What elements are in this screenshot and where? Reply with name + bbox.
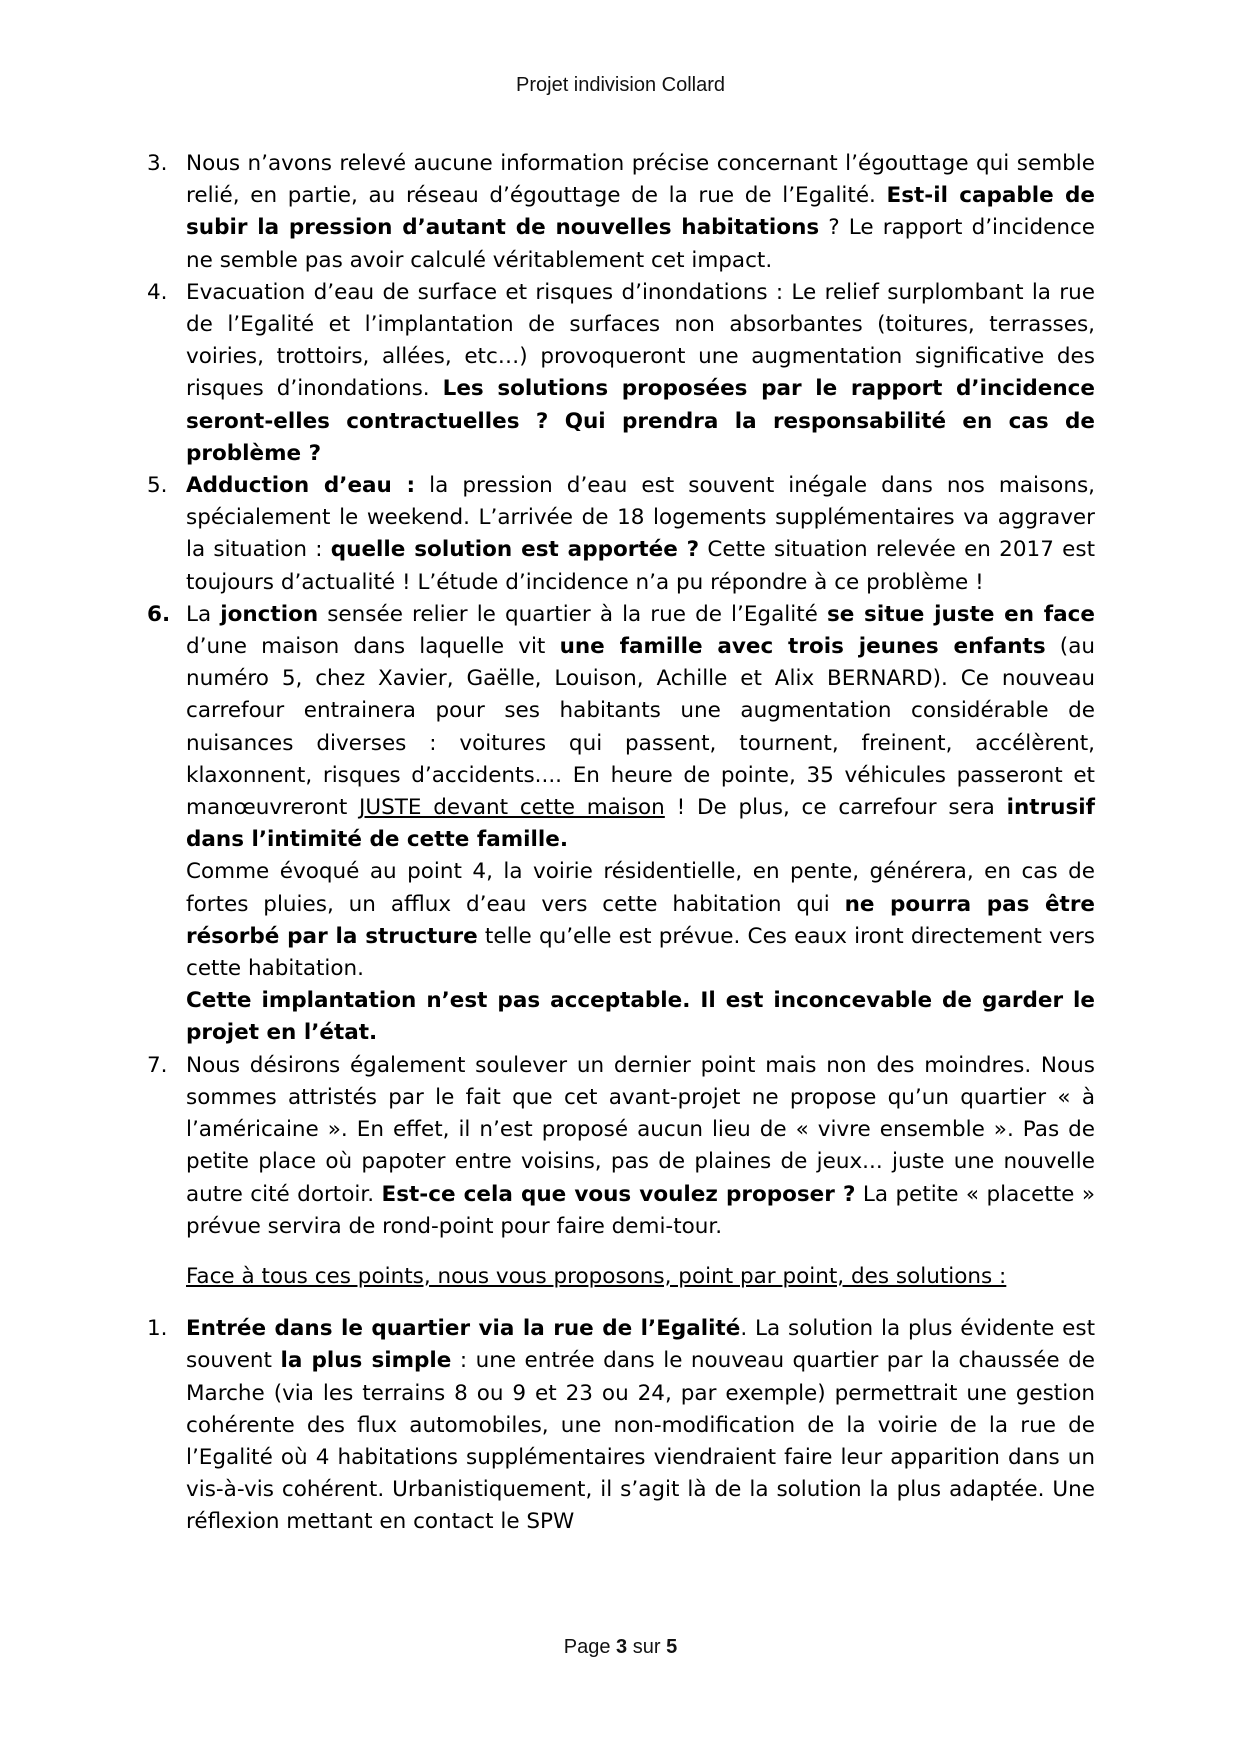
- text-segment: Cette situation relevée en 2017 est toujours d’actualité ! L’étude d’incidence n’a pu répondre à ce problème !: [186, 537, 1095, 595]
- of-label: sur: [632, 1636, 661, 1658]
- point-number: 4.: [147, 279, 168, 305]
- bold-text: Cette implantation n’est pas acceptable. Il est inconcevable de garder le projet en l’état.: [186, 988, 1095, 1046]
- page-header: [0, 74, 1241, 97]
- solutions-list: [147, 1313, 1095, 1538]
- point-paragraph: [186, 599, 1095, 857]
- page-label: Page: [563, 1636, 611, 1658]
- bold-text: la plus simple: [280, 1348, 452, 1374]
- point-number: 7.: [147, 1052, 168, 1078]
- bold-text: Entrée dans le quartier via la rue de l’Egalité: [186, 1316, 741, 1342]
- document-body: [147, 148, 1095, 1539]
- solution-paragraph: [186, 1313, 1095, 1538]
- bold-text: Adduction d’eau :: [186, 473, 416, 499]
- bold-text: intrusif dans l’intimité de cette famille.: [186, 795, 1095, 853]
- bold-text: Est-ce cela que vous voulez proposer ?: [381, 1181, 856, 1207]
- point-item: [147, 599, 1095, 1050]
- text-segment: : une entrée dans le nouveau quartier par la chaussée de Marche (via les terrains 8 ou 9 et 23 ou 24, par exemple) permettrait une gestion cohérente des flux automobiles, une non-modification de la voirie de la rue de l’Egalité où 4 habitations supplémentaires viendraient faire leur apparition dans un vis-à-vis cohérent. Urbanistiquement, il s’agit là de la solution la plus adaptée. Une réflexion mettant en contact le SPW: [186, 1348, 1095, 1535]
- point-item: [147, 1050, 1095, 1243]
- page-total: 5: [666, 1636, 678, 1658]
- text-segment: ? Le rapport d’incidence ne semble pas avoir calculé véritablement cet impact.: [186, 215, 1095, 273]
- point-item: [147, 277, 1095, 470]
- points-list: [147, 148, 1095, 1243]
- point-paragraph: [186, 985, 1095, 1049]
- text-segment: sensée relier le quartier à la rue de l’Egalité: [318, 601, 827, 627]
- document-title: Projet indivision Collard: [516, 74, 725, 96]
- bold-text: se situe juste en face: [826, 601, 1095, 627]
- point-paragraph: [186, 277, 1095, 470]
- bold-text: une famille avec trois jeunes enfants: [559, 634, 1046, 660]
- bold-text: quelle solution est apportée ?: [330, 537, 700, 563]
- point-number: 5.: [147, 473, 168, 499]
- point-number: 6.: [147, 601, 171, 627]
- underlined-text: JUSTE devant cette maison: [359, 795, 665, 821]
- bold-text: ne pourra pas être résorbé par la structure: [186, 891, 1096, 949]
- bold-text: Les solutions proposées par le rapport d’incidence seront-elles contractuelles ? Qui prendra la responsabilité en cas de problème ?: [186, 376, 1095, 466]
- point-paragraph: [186, 470, 1095, 599]
- text-segment: La: [186, 601, 221, 627]
- text-segment: la pression d’eau est souvent inégale dans nos maisons, spécialement le weekend. L’arrivée de 18 logements supplémentaires va aggraver la situation :: [186, 473, 1096, 563]
- text-segment: (au numéro 5, chez Xavier, Gaëlle, Louison, Achille et Alix BERNARD). Ce nouveau carrefour entrainera pour ses habitants une augmentation considérable de nuisances diverses : voitures qui passent, tournent, freinent, accélèrent, klaxonnent, risques d’accidents.... En heure de pointe, 35 véhicules passeront et manœuvreront: [186, 634, 1095, 821]
- text-segment: Evacuation d’eau de surface et risques d’inondations : Le relief surplombant la rue de l’Egalité et l’implantation de surfaces non absorbantes (toitures, terrasses, voiries, trottoirs, allées, etc…) provoqueront une augmentation significative des risques d’inondations.: [186, 279, 1095, 402]
- solutions-heading-text: Face à tous ces points, nous vous proposons, point par point, des solutions :: [186, 1263, 1007, 1289]
- text-segment: Comme évoqué au point 4, la voirie résidentielle, en pente, générera, en cas de fortes pluies, un afflux d’eau vers cette habitation qui: [186, 859, 1095, 917]
- point-item: [147, 148, 1095, 277]
- text-segment: ! De plus, ce carrefour sera: [664, 795, 1007, 821]
- text-segment: La petite « placette » prévue servira de rond-point pour faire demi-tour.: [186, 1181, 1096, 1239]
- point-number: 3.: [147, 151, 168, 176]
- bold-text: jonction: [220, 601, 319, 627]
- point-item: [147, 470, 1095, 599]
- solutions-heading: [147, 1261, 1095, 1293]
- solution-item: [147, 1313, 1095, 1538]
- text-segment: Nous désirons également soulever un dernier point mais non des moindres. Nous sommes attristés par le fait que cet avant-projet ne propose qu’un quartier « à l’américaine ». En effet, il n’est proposé aucun lieu de « vivre ensemble ». Pas de petite place où papoter entre voisins, pas de plaines de jeux... juste une nouvelle autre cité dortoir.: [186, 1052, 1095, 1207]
- text-segment: Nous n’avons relevé aucune information précise concernant l’égouttage qui semble relié, en partie, au réseau d’égouttage de la rue de l’Egalité.: [186, 151, 1095, 209]
- page-footer: [0, 1636, 1241, 1659]
- page-number: 3: [616, 1636, 628, 1658]
- point-paragraph: [186, 1050, 1095, 1243]
- bold-text: Est-il capable de subir la pression d’autant de nouvelles habitations: [186, 183, 1095, 241]
- point-paragraph: [186, 856, 1095, 985]
- solution-number: 1.: [147, 1316, 168, 1342]
- text-segment: telle qu’elle est prévue. Ces eaux iront directement vers cette habitation.: [186, 923, 1095, 982]
- point-paragraph: [186, 148, 1095, 277]
- text-segment: d’une maison dans laquelle vit: [186, 634, 560, 660]
- text-segment: . La solution la plus évidente est souvent: [186, 1316, 1096, 1374]
